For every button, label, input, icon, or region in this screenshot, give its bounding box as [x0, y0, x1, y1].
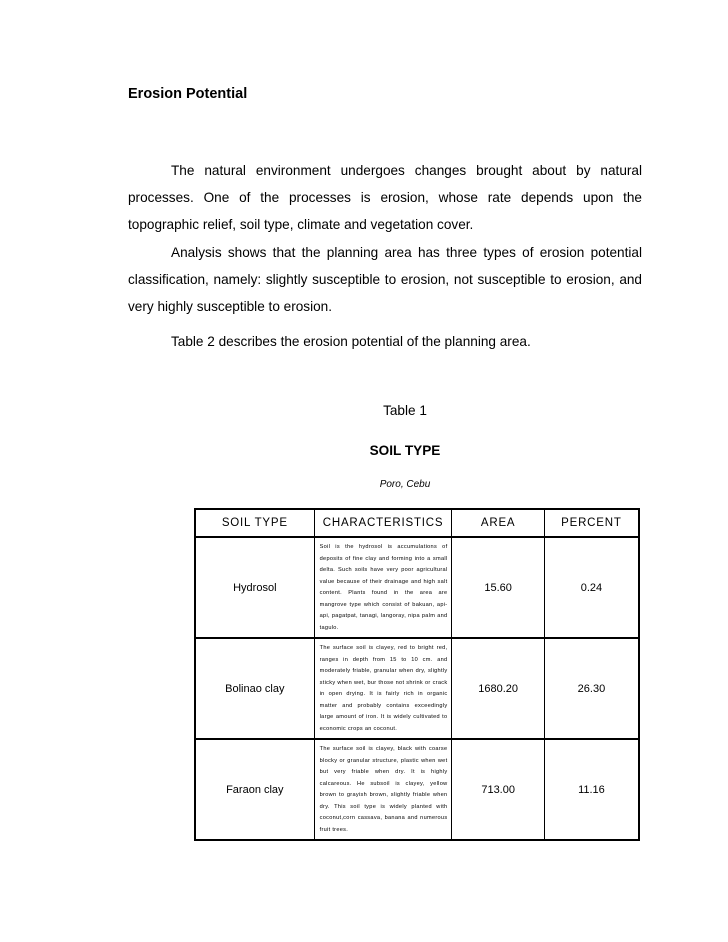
percent-cell: 0.24	[544, 537, 639, 638]
paragraph-table-reference: Table 2 describes the erosion potential of the planning area.	[171, 334, 531, 349]
area-cell: 1680.20	[452, 638, 544, 739]
area-cell: 713.00	[452, 739, 544, 840]
table-row	[195, 739, 639, 840]
section-heading: Erosion Potential	[128, 86, 248, 102]
header-characteristics: CHARACTERISTICS	[314, 509, 452, 537]
area-cell: 15.60	[452, 537, 544, 638]
characteristics-cell: The surface soil is clayey, black with coarse blocky or granular structure, plastic when wet but very friable when dry. It is highly calcareous. He subsoil is clayey, yellow brown to grayish brown, slightly friable when dry. This soil type is widely planted with coconut,corn cassava, banana and numerous fruit trees.	[314, 739, 452, 840]
paragraph-erosion-analysis: Analysis shows that the planning area has three types of erosion potential classification, namely: slightly susceptible to erosion, not susceptible to erosion, and very highly susceptible to erosion.	[128, 245, 642, 314]
table-row	[195, 638, 639, 739]
paragraph-erosion-intro: The natural environment undergoes changes brought about by natural processes. One of the processes is erosion, whose rate depends upon the topographic relief, soil type, climate and vegetation cover.	[128, 163, 642, 232]
characteristics-cell: The surface soil is clayey, red to bright red, ranges in depth from 15 to 10 cm. and moderately friable, granular when dry, slightly sticky when wet, bur those not shrink or crack in open drying. It is fairly rich in organic matter and probably contains exceedingly large amount of iron. It is widely cultivated to economic crops an coconut.	[314, 638, 452, 739]
soil-type-cell: Hydrosol	[195, 537, 314, 638]
soil-type-table	[194, 508, 640, 841]
header-percent: PERCENT	[544, 509, 639, 537]
soil-type-cell: Faraon clay	[195, 739, 314, 840]
header-area: AREA	[452, 509, 544, 537]
percent-cell: 26.30	[544, 638, 639, 739]
table-number: Table 1	[383, 403, 427, 418]
table-row	[195, 537, 639, 638]
table-header-row	[195, 509, 639, 537]
table-title: SOIL TYPE	[369, 443, 441, 458]
header-soil-type: SOIL TYPE	[195, 509, 314, 537]
percent-cell: 11.16	[544, 739, 639, 840]
characteristics-cell: Soil is the hydrosol is accumulations of deposits of fine clay and forming into a small delta. Such soils have very poor agricultural value because of their drainage and high salt content. Plants found in the area are mangrove type which consist of bakuan, api-api, pagatpat, tanagi, langoray, nipa palm and tagulo.	[314, 537, 452, 638]
table-location: Poro, Cebu	[379, 479, 431, 490]
soil-type-cell: Bolinao clay	[195, 638, 314, 739]
